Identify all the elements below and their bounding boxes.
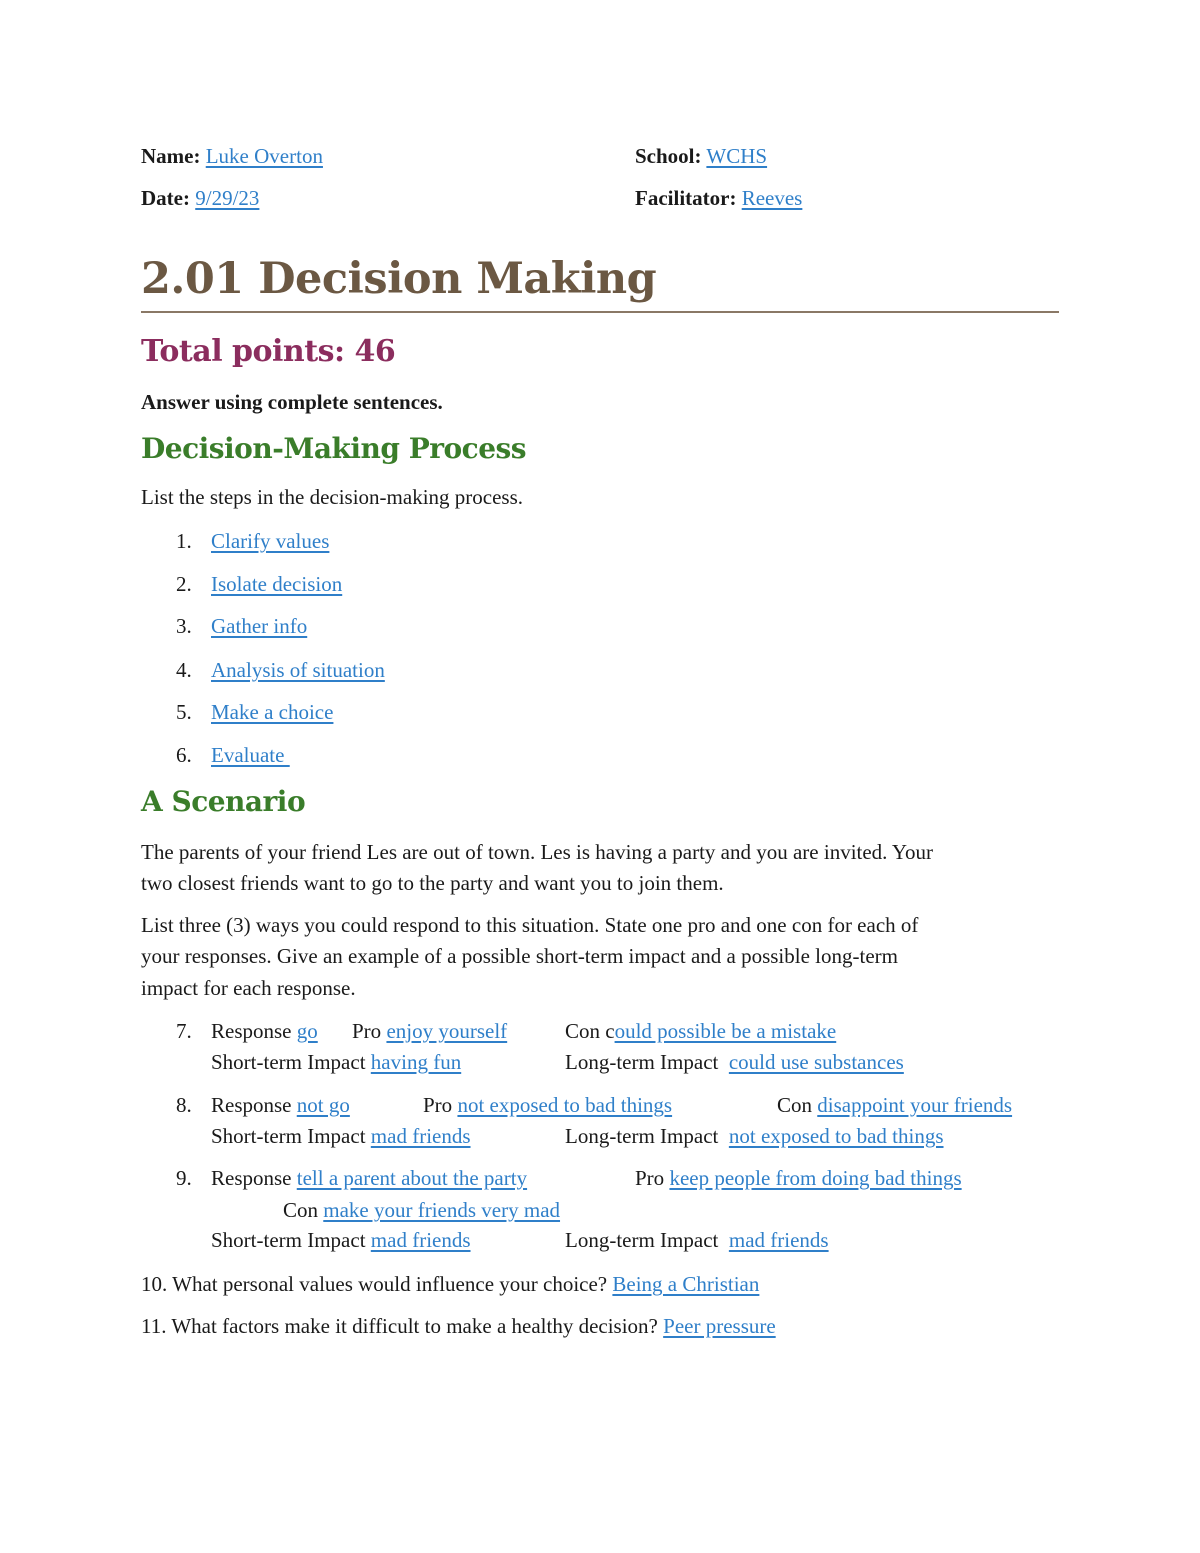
pro-answer[interactable]: enjoy yourself <box>386 1019 508 1043</box>
facilitator-label: Facilitator: <box>635 186 737 210</box>
total-points: Total points: 46 <box>141 334 396 369</box>
response-label: Response <box>211 1166 292 1190</box>
step-answer[interactable]: Evaluate <box>211 743 290 767</box>
long-term-label: Long-term Impact <box>565 1050 719 1074</box>
item-number: 6. <box>176 743 192 767</box>
step-answer[interactable]: Analysis of situation <box>211 658 385 682</box>
name-value[interactable]: Luke Overton <box>205 144 323 168</box>
response-label: Response <box>211 1019 292 1043</box>
step-answer[interactable]: Gather info <box>211 614 308 638</box>
scenario-text: The parents of your friend Les are out of town. Les is having a party and you are invited. Your <box>141 840 933 864</box>
short-term-label: Short-term Impact <box>211 1124 366 1148</box>
instruction: Answer using complete sentences. <box>141 390 443 414</box>
item-number: 4. <box>176 658 192 682</box>
pro-answer[interactable]: keep people from doing bad things <box>669 1166 962 1190</box>
process-prompt: List the steps in the decision-making process. <box>141 485 524 509</box>
date-field <box>141 186 259 210</box>
list-item <box>176 529 330 553</box>
response-answer[interactable]: tell a parent about the party <box>296 1166 528 1190</box>
long-term-answer[interactable]: could use substances <box>728 1050 904 1074</box>
list-item <box>176 658 385 682</box>
page-title: 2.01 Decision Making <box>141 254 657 304</box>
step-answer[interactable]: Isolate decision <box>211 572 343 596</box>
long-term-label: Long-term Impact <box>565 1228 719 1252</box>
step-answer[interactable]: Clarify values <box>211 529 330 553</box>
item-number: 3. <box>176 614 192 638</box>
short-term-label: Short-term Impact <box>211 1050 366 1074</box>
response-answer[interactable]: go <box>296 1019 318 1043</box>
con-answer[interactable]: ould possible be a mistake <box>614 1019 837 1043</box>
question-11 <box>141 1314 776 1338</box>
con-label: Con c <box>565 1019 615 1043</box>
scenario-text: two closest friends want to go to the party and want you to join them. <box>141 871 724 895</box>
con-label: Con <box>283 1198 319 1222</box>
school-field <box>635 144 767 168</box>
question-text: What personal values would influence your choice? <box>172 1272 608 1296</box>
long-term-answer[interactable]: not exposed to bad things <box>728 1124 944 1148</box>
question-number: 11. <box>141 1314 167 1338</box>
scenario-instructions: List three (3) ways you could respond to this situation. State one pro and one con for each of <box>141 913 919 937</box>
pro-label: Pro <box>635 1166 665 1190</box>
item-number: 8. <box>176 1093 192 1117</box>
question-answer[interactable]: Being a Christian <box>612 1272 760 1296</box>
question-text: What factors make it difficult to make a healthy decision? <box>171 1314 658 1338</box>
scenario-instructions: your responses. Give an example of a possible short-term impact and a possible long-term <box>141 944 898 968</box>
scenario-instructions: impact for each response. <box>141 976 356 1000</box>
date-label: Date: <box>141 186 190 210</box>
school-value[interactable]: WCHS <box>706 144 768 168</box>
list-item <box>176 700 334 724</box>
school-label: School: <box>635 144 702 168</box>
short-term-answer[interactable]: having fun <box>370 1050 462 1074</box>
item-number: 5. <box>176 700 192 724</box>
item-number: 9. <box>176 1166 192 1190</box>
question-number: 10. <box>141 1272 168 1296</box>
response-label: Response <box>211 1093 292 1117</box>
con-answer[interactable]: disappoint your friends <box>817 1093 1013 1117</box>
date-value[interactable]: 9/29/23 <box>195 186 260 210</box>
pro-label: Pro <box>352 1019 382 1043</box>
long-term-answer[interactable]: mad friends <box>728 1228 829 1252</box>
item-number: 2. <box>176 572 192 596</box>
list-item <box>176 743 290 767</box>
question-answer[interactable]: Peer pressure <box>663 1314 776 1338</box>
scenario-heading: A Scenario <box>141 785 306 818</box>
name-field <box>141 144 323 168</box>
step-answer[interactable]: Make a choice <box>211 700 334 724</box>
title-divider <box>141 311 1059 313</box>
response-answer[interactable]: not go <box>296 1093 350 1117</box>
list-item <box>176 614 308 638</box>
short-term-answer[interactable]: mad friends <box>370 1124 471 1148</box>
item-number: 7. <box>176 1019 192 1043</box>
item-number: 1. <box>176 529 192 553</box>
question-10 <box>141 1272 759 1296</box>
long-term-label: Long-term Impact <box>565 1124 719 1148</box>
short-term-answer[interactable]: mad friends <box>370 1228 471 1252</box>
process-heading: Decision-Making Process <box>141 432 527 465</box>
short-term-label: Short-term Impact <box>211 1228 366 1252</box>
con-label: Con <box>777 1093 813 1117</box>
facilitator-field <box>635 186 802 210</box>
con-answer[interactable]: make your friends very mad <box>323 1198 561 1222</box>
list-item <box>176 572 343 596</box>
facilitator-value[interactable]: Reeves <box>741 186 803 210</box>
name-label: Name: <box>141 144 201 168</box>
pro-label: Pro <box>423 1093 453 1117</box>
pro-answer[interactable]: not exposed to bad things <box>457 1093 673 1117</box>
